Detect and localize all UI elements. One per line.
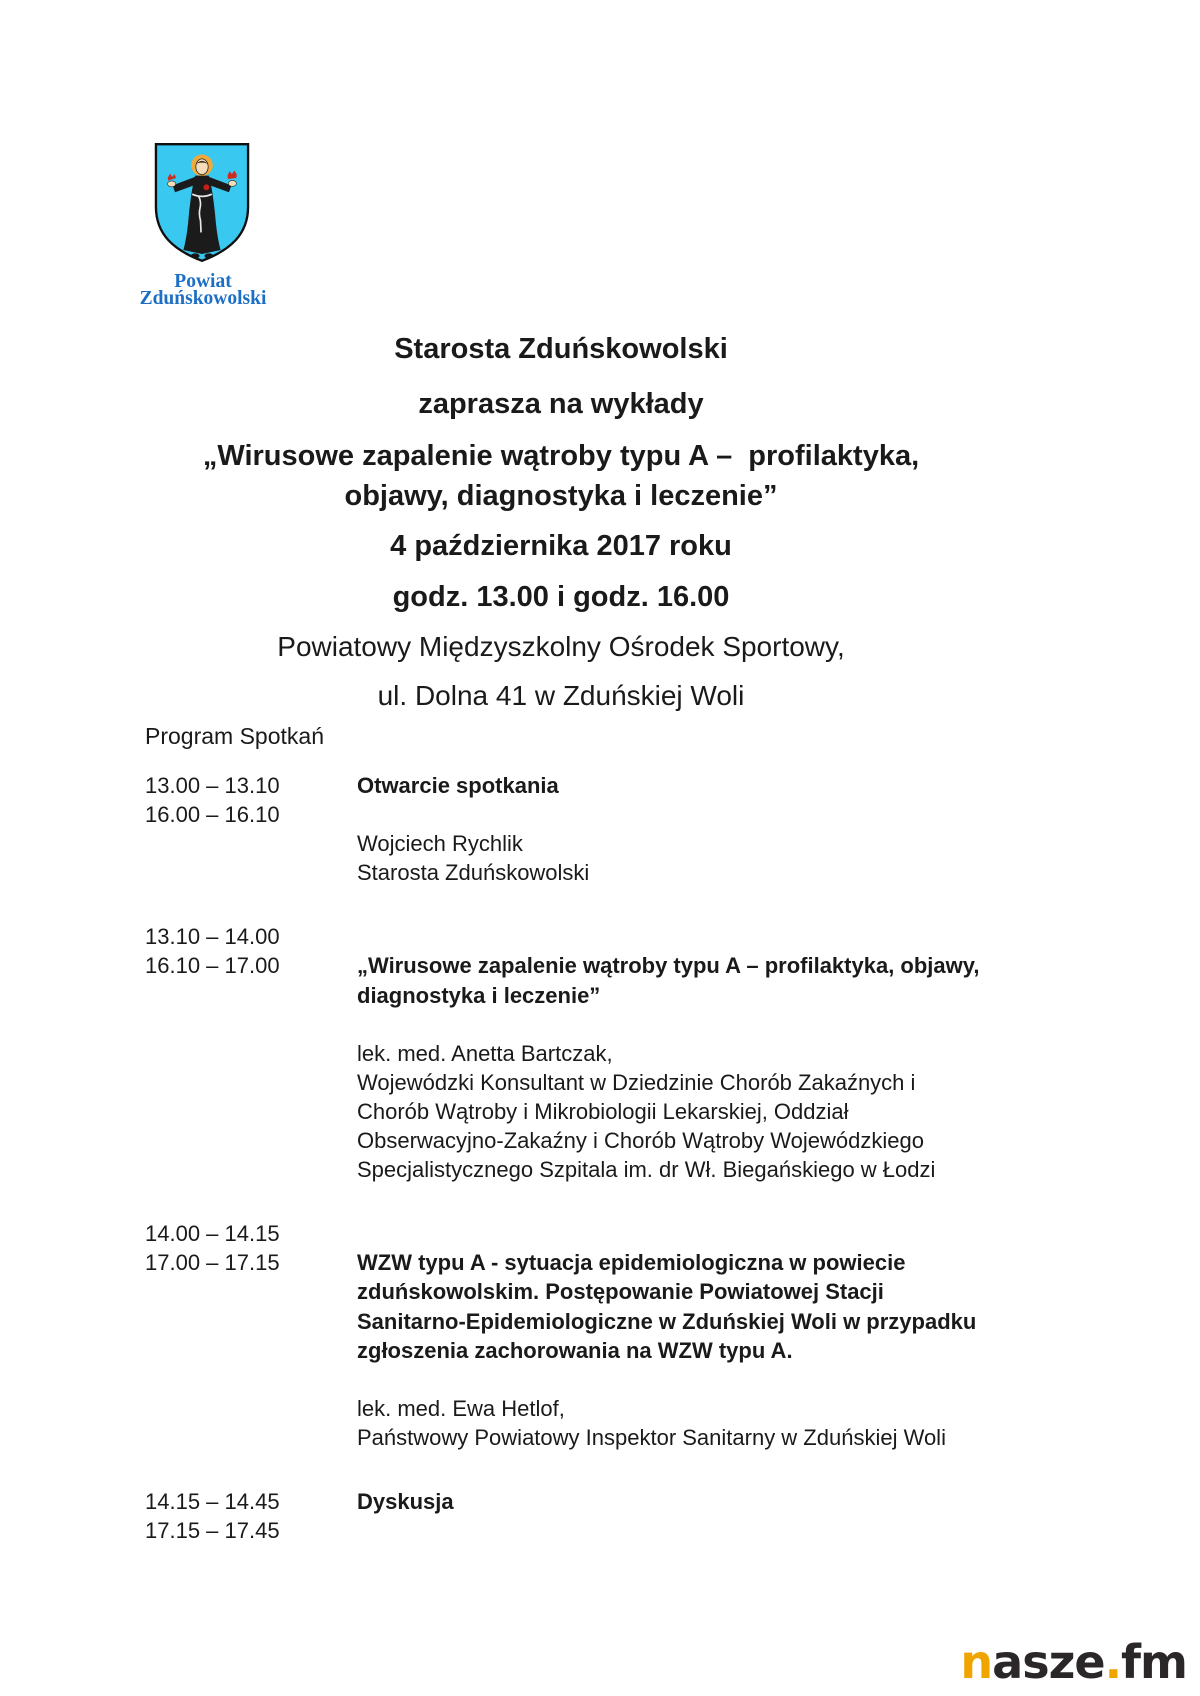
brand-dot: . (1104, 1635, 1122, 1689)
program-times (145, 771, 357, 887)
monk-hand-right (228, 180, 236, 186)
venue-line2: ul. Dolna 41 w Zduńskiej Woli (377, 680, 745, 711)
program-line: Starosta Zduńskowolski (357, 860, 590, 886)
program-line-spacer (357, 1365, 1155, 1394)
brand-letter-n: n (960, 1635, 993, 1689)
page-title: Starosta Zduńskowolski (394, 333, 728, 365)
program-time: 16.00 – 16.10 (145, 802, 280, 828)
program-times (145, 1487, 357, 1545)
program-descriptions (357, 1219, 1155, 1452)
logo-caption-line1: Powiat (174, 271, 232, 292)
program-time: 14.00 – 14.15 (145, 1221, 280, 1247)
heart-emblem (203, 184, 209, 190)
program-row (145, 922, 1155, 1184)
program-line: Dyskusja (357, 1488, 454, 1514)
program-row (145, 1487, 1155, 1545)
monk-hand-left (168, 181, 176, 187)
nasze-fm-logo (960, 1635, 1187, 1689)
program-row (145, 1219, 1155, 1452)
program-line-spacer (357, 1219, 1155, 1248)
invitation-line: zaprasza na wykłady (418, 388, 704, 420)
program-descriptions (357, 771, 1155, 887)
lecture-title-line2: objawy, diagnostyka i leczenie” (344, 480, 778, 512)
brand-text-asze: asze (992, 1635, 1105, 1689)
program-line: Wojewódzki Konsultant w Dziedzinie Chorób Zakaźnych i (357, 1069, 916, 1095)
program-line-spacer (357, 800, 1155, 829)
program-line: Chorób Wątroby i Mikrobiologii Lekarskiej, Oddział (357, 1098, 849, 1124)
program-line: zgłoszenia zachorowania na WZW typu A. (357, 1337, 793, 1363)
event-hours: godz. 13.00 i godz. 16.00 (392, 581, 730, 613)
program-line: Specjalistycznego Szpitala im. dr Wł. Biegańskiego w Łodzi (357, 1157, 936, 1183)
monk-foot-right (204, 253, 213, 258)
logo-caption (103, 273, 303, 307)
program-line-spacer (357, 1010, 1155, 1039)
program-time: 17.15 – 17.45 (145, 1518, 280, 1544)
brand-text-fm: fm (1121, 1635, 1187, 1689)
program-line: Sanitarno-Epidemiologiczne w Zduńskiej Woli w przypadku (357, 1308, 977, 1334)
program-table (145, 771, 1155, 1545)
program-time: 17.00 – 17.15 (145, 1250, 280, 1276)
program-line: zduńskowolskim. Postępowanie Powiatowej Stacji (357, 1279, 884, 1305)
lecture-title-line1: „Wirusowe zapalenie wątroby typu A – profilaktyka, (202, 440, 920, 472)
program-line: lek. med. Anetta Bartczak, (357, 1040, 613, 1066)
program-times (145, 922, 357, 1184)
program-line-spacer (357, 922, 1155, 951)
program-times (145, 1219, 357, 1452)
program-line: diagnostyka i leczenie” (357, 982, 601, 1008)
program-time: 13.00 – 13.10 (145, 773, 280, 798)
program-line: WZW typu A - sytuacja epidemiologiczna w powiecie (357, 1250, 906, 1276)
program-descriptions (357, 1487, 1155, 1545)
announcement-header (145, 329, 977, 716)
program-time: 13.10 – 14.00 (145, 924, 280, 950)
program-line: lek. med. Ewa Hetlof, (357, 1395, 565, 1421)
program-line: Obserwacyjno-Zakaźny i Chorób Wątroby Wojewódzkiego (357, 1128, 924, 1154)
program-descriptions (357, 922, 1155, 1184)
program-line: Wojciech Rychlik (357, 831, 523, 857)
event-date: 4 października 2017 roku (390, 530, 732, 562)
program-time: 16.10 – 17.00 (145, 953, 280, 979)
program-line: Otwarcie spotkania (357, 773, 559, 798)
program-time: 14.15 – 14.45 (145, 1488, 280, 1514)
logo-caption-line2: Zduńskowolski (139, 288, 267, 309)
coat-of-arms-icon (153, 142, 251, 265)
powiat-logo (139, 142, 352, 309)
monk-foot-left (191, 253, 200, 258)
program-line: „Wirusowe zapalenie wątroby typu A – profilaktyka, objawy, (357, 953, 980, 979)
program-row (145, 771, 1155, 887)
venue-line1: Powiatowy Międzyszkolny Ośrodek Sportowy, (277, 631, 845, 662)
program-heading: Program Spotkań (145, 723, 324, 749)
program-line: Państwowy Powiatowy Inspektor Sanitarny w Zduńskiej Woli (357, 1424, 946, 1450)
